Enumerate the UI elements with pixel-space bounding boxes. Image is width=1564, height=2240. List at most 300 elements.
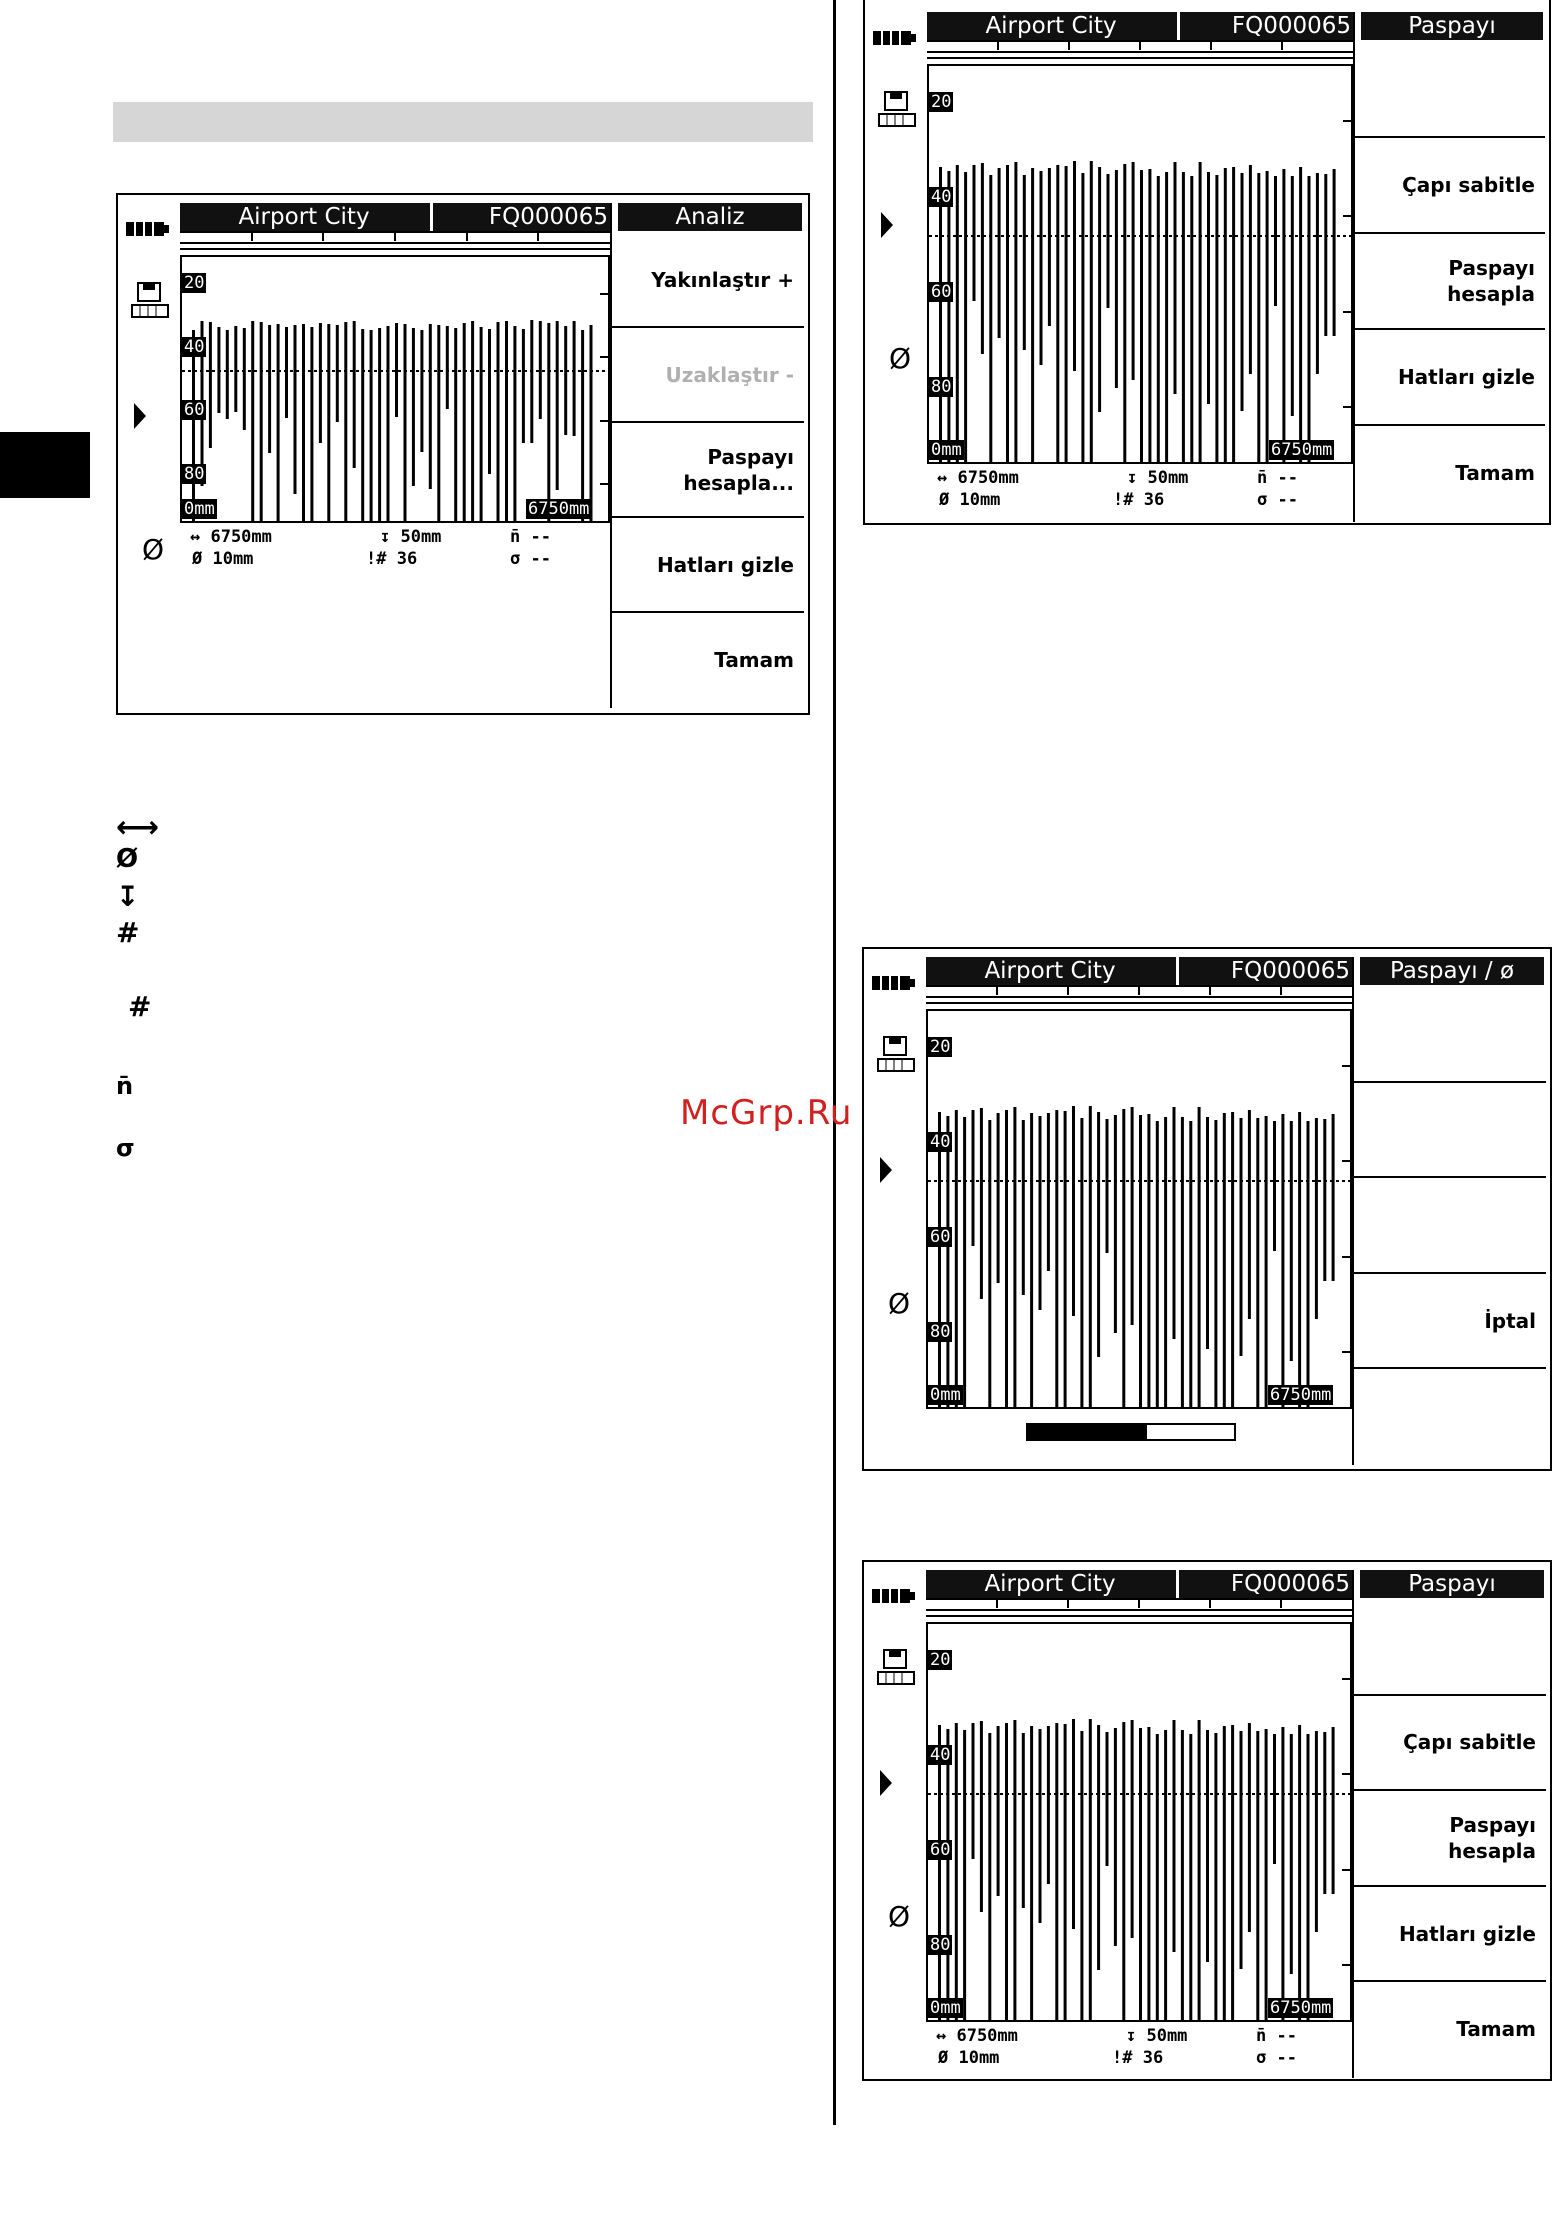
- softkey-menu: [1352, 957, 1546, 1465]
- bar-line: [1323, 1732, 1326, 1894]
- bar-line: [463, 323, 466, 521]
- bar-line: [1064, 1111, 1067, 1407]
- bar-line: [437, 325, 440, 521]
- bar-line: [947, 171, 950, 462]
- bar-line: [378, 328, 381, 521]
- stat-depth: ↧ 50mm: [1127, 468, 1189, 488]
- bar-line: [556, 321, 559, 490]
- bar-line: [1013, 1107, 1016, 1407]
- bar-line: [1089, 1106, 1092, 1407]
- bar-line: [1299, 167, 1302, 462]
- bar-line: [277, 324, 280, 521]
- diameter-icon: Ø: [889, 342, 912, 375]
- chapter-tab: [0, 432, 90, 498]
- softkey-1[interactable]: [1354, 987, 1546, 1083]
- bar-line: [1030, 1726, 1033, 2020]
- bar-line: [404, 324, 407, 521]
- bar-line: [973, 165, 976, 301]
- bar-line: [1256, 1118, 1259, 1407]
- bar-line: [981, 163, 984, 354]
- bar-line: [387, 326, 390, 521]
- y-tick-label: 60: [930, 1227, 951, 1247]
- bar-line: [1055, 1723, 1058, 2020]
- x-start-label: 0mm: [930, 1385, 961, 1405]
- bar-line: [581, 330, 584, 521]
- bar-line: [1098, 167, 1101, 412]
- diameter-icon: Ø: [888, 1900, 911, 1933]
- mean-icon: n̄: [116, 1072, 134, 1100]
- bar-line: [505, 321, 508, 521]
- bar-line: [938, 1725, 941, 2020]
- softkey-1[interactable]: [1355, 42, 1545, 138]
- bar-line: [302, 324, 305, 521]
- bar-line: [251, 321, 254, 521]
- bar-line: [1064, 1724, 1067, 2020]
- bar-line: [234, 326, 237, 412]
- stat-count: !# 36: [1112, 2048, 1164, 2068]
- diameter-icon: Ø: [116, 844, 139, 874]
- menu-title: Paspayı / ø: [1360, 957, 1544, 985]
- bar-line: [1307, 1734, 1310, 2020]
- bar-line: [1198, 1107, 1201, 1407]
- y-tick-label: 80: [931, 377, 952, 397]
- bar-line: [522, 329, 525, 443]
- bar-line: [344, 322, 347, 521]
- bar-line: [1332, 1114, 1335, 1281]
- bar-line: [1199, 162, 1202, 462]
- softkey-menu: [1353, 12, 1545, 522]
- bar-line: [1080, 1118, 1083, 1407]
- bar-line: [310, 327, 313, 521]
- bar-line: [1072, 1719, 1075, 1929]
- bar-line: [1122, 1722, 1125, 2020]
- bar-line: [547, 323, 550, 521]
- softkey-2[interactable]: [1354, 1083, 1546, 1179]
- bar-line: [361, 329, 364, 521]
- bar-line: [1164, 1730, 1167, 2020]
- bar-line: [1065, 166, 1068, 462]
- bar-line: [420, 330, 423, 452]
- bar-line: [955, 1110, 958, 1407]
- bar-line: [1047, 1113, 1050, 1271]
- bar-line: [217, 327, 220, 413]
- stat-length: ↔ 6750mm: [190, 527, 272, 547]
- bar-line: [327, 324, 330, 521]
- bar-line: [1223, 1113, 1226, 1407]
- diameter-icon: Ø: [142, 533, 165, 566]
- stat-diameter: Ø 10mm: [938, 2048, 1000, 2068]
- bar-line: [1265, 1116, 1268, 1407]
- bar-line: [1022, 1120, 1025, 1295]
- stat-length: ↔ 6750mm: [936, 2026, 1018, 2046]
- screen-cover-2: [862, 1560, 1552, 2081]
- y-tick-label: 20: [930, 1650, 951, 1670]
- bar-line: [1266, 171, 1269, 462]
- softkey-4[interactable]: Hatları gizle: [1355, 330, 1545, 426]
- bar-line: [955, 1723, 958, 2020]
- softkey-3[interactable]: Paspayı hesapla...: [612, 423, 804, 518]
- bar-line: [1232, 167, 1235, 462]
- bar-line: [1156, 1734, 1159, 2020]
- bar-line: [1256, 1731, 1259, 2020]
- bar-line: [1055, 1110, 1058, 1407]
- bar-line: [1115, 170, 1118, 388]
- y-tick-label: 80: [184, 464, 205, 484]
- screen-header: [926, 957, 1352, 985]
- scan-plot[interactable]: [180, 255, 610, 523]
- bar-line: [1106, 1732, 1109, 1866]
- softkey-5[interactable]: Tamam: [714, 647, 794, 672]
- project-title: Airport City: [985, 13, 1117, 39]
- bar-line: [480, 327, 483, 521]
- bar-line: [1039, 1116, 1042, 1310]
- bar-line: [1147, 1727, 1150, 2020]
- softkey-5[interactable]: [1354, 1369, 1546, 1463]
- bar-line: [209, 322, 212, 448]
- stat-count: !# 36: [1113, 490, 1165, 510]
- bar-line: [1030, 1113, 1033, 1407]
- screen-cover: [863, 0, 1551, 525]
- bar-line: [1182, 172, 1185, 462]
- bar-line: [497, 322, 500, 521]
- bar-line: [1248, 1110, 1251, 1319]
- play-icon[interactable]: [880, 1770, 894, 1800]
- bar-line: [1315, 1731, 1318, 1932]
- bar-line: [260, 322, 263, 521]
- bar-line: [353, 321, 356, 468]
- bar-line: [294, 325, 297, 494]
- bar-line: [1031, 168, 1034, 462]
- bar-line: [1281, 1114, 1284, 1407]
- bar-line: [1039, 1729, 1042, 1923]
- bar-line: [1147, 1114, 1150, 1407]
- y-tick-label: 20: [930, 1037, 951, 1057]
- bar-line: [243, 328, 246, 430]
- bar-line: [1048, 168, 1051, 326]
- bar-line: [1132, 162, 1135, 380]
- project-title: Airport City: [984, 1571, 1116, 1597]
- count-icon: #: [116, 916, 140, 949]
- bar-line: [564, 326, 567, 435]
- play-icon[interactable]: [880, 1157, 894, 1187]
- bar-line: [1273, 1121, 1276, 1251]
- x-start-label: 0mm: [930, 1998, 961, 2018]
- bar-line: [454, 328, 457, 521]
- bar-line: [1231, 1112, 1234, 1407]
- screen-analysis: [116, 193, 810, 715]
- bar-line: [1097, 1725, 1100, 1970]
- bar-line: [1281, 1727, 1284, 2020]
- bar-line: [573, 321, 576, 436]
- bar-line: [1240, 1118, 1243, 1356]
- bar-line: [939, 167, 942, 462]
- bar-line: [988, 1120, 991, 1407]
- bar-line: [1114, 1115, 1117, 1333]
- save-icon: [877, 90, 917, 134]
- bar-line: [1139, 1728, 1142, 2020]
- menu-title: Paspayı: [1361, 12, 1543, 40]
- bar-line: [370, 330, 373, 521]
- bar-line: [1308, 176, 1311, 462]
- bar-line: [946, 1116, 949, 1407]
- x-start-label: 0mm: [184, 499, 215, 519]
- bar-line: [1164, 1117, 1167, 1407]
- bar-line: [946, 1729, 949, 2020]
- stat-depth: ↧ 50mm: [380, 527, 442, 547]
- softkey-1[interactable]: [1354, 1600, 1546, 1696]
- bar-line: [1189, 1734, 1192, 2020]
- bar-line: [1315, 1118, 1318, 1319]
- bar-line: [1249, 165, 1252, 374]
- bar-line: [1290, 1121, 1293, 1361]
- bar-line: [1174, 162, 1177, 394]
- softkey-3[interactable]: Paspayı hesapla: [1355, 234, 1545, 330]
- bar-line: [1156, 1121, 1159, 1407]
- y-tick-label: 60: [931, 282, 952, 302]
- bar-line: [1014, 162, 1017, 462]
- progress-bar: [1026, 1423, 1236, 1441]
- column-divider: [833, 0, 836, 2125]
- diameter-icon: Ø: [888, 1287, 911, 1320]
- bar-line: [1056, 165, 1059, 462]
- softkey-2[interactable]: Çapı sabitle: [1355, 138, 1545, 234]
- bar-line: [1131, 1720, 1134, 1938]
- bar-line: [1081, 173, 1084, 462]
- project-title: Airport City: [238, 204, 370, 230]
- softkey-2[interactable]: Çapı sabitle: [1354, 1696, 1546, 1792]
- bar-line: [1139, 1115, 1142, 1407]
- scan-plot[interactable]: [926, 1009, 1352, 1409]
- section-header-bar: [113, 102, 813, 142]
- y-tick-label: 40: [930, 1745, 951, 1765]
- scan-plot[interactable]: [927, 64, 1353, 464]
- bar-line: [336, 325, 339, 422]
- bar-line: [997, 1113, 1000, 1283]
- y-tick-label: 60: [184, 400, 205, 420]
- bar-line: [192, 330, 195, 521]
- bar-line: [938, 1112, 941, 1407]
- bar-line: [471, 321, 474, 521]
- bar-line: [1207, 172, 1210, 404]
- bar-line: [1140, 170, 1143, 462]
- scan-code: FQ000065: [1230, 1571, 1350, 1597]
- bar-line: [1006, 165, 1009, 462]
- bar-line: [1148, 169, 1151, 462]
- bar-line: [1157, 176, 1160, 462]
- play-icon[interactable]: [134, 403, 148, 433]
- bar-line: [1123, 164, 1126, 462]
- bar-line: [1273, 1734, 1276, 1864]
- battery-icon: [872, 975, 916, 989]
- bar-line: [1274, 176, 1277, 306]
- bar-line: [285, 327, 288, 418]
- y-tick-label: 20: [931, 92, 952, 112]
- bar-line: [1040, 171, 1043, 365]
- y-tick-label: 80: [930, 1935, 951, 1955]
- softkey-menu: [1352, 1570, 1546, 2078]
- bar-line: [319, 323, 322, 443]
- y-tick-label: 40: [931, 187, 952, 207]
- bar-line: [395, 323, 398, 417]
- project-title: Airport City: [984, 958, 1116, 984]
- bar-line: [988, 1733, 991, 2020]
- bar-line: [980, 1108, 983, 1299]
- bar-line: [997, 1726, 1000, 1896]
- bar-line: [989, 175, 992, 462]
- screen-header: [927, 12, 1353, 40]
- bar-line: [1173, 1107, 1176, 1339]
- stat-mean: n̄ --: [1256, 2026, 1297, 2046]
- battery-icon: [873, 30, 917, 44]
- stat-mean: n̄ --: [1257, 468, 1298, 488]
- bar-line: [1005, 1723, 1008, 2020]
- bar-line: [1223, 1726, 1226, 2020]
- save-icon: [876, 1648, 916, 1692]
- stat-diameter: Ø 10mm: [192, 549, 254, 569]
- bar-line: [590, 325, 593, 521]
- y-tick-label: 40: [930, 1132, 951, 1152]
- bar-line: [1073, 161, 1076, 371]
- bar-line: [1181, 1730, 1184, 2020]
- play-icon[interactable]: [881, 212, 895, 242]
- bar-line: [1298, 1112, 1301, 1407]
- softkey-5[interactable]: Tamam: [1455, 461, 1535, 485]
- bar-line: [980, 1721, 983, 1912]
- bar-line: [1106, 1119, 1109, 1253]
- y-tick-label: 20: [184, 273, 205, 293]
- bar-line: [1333, 169, 1336, 336]
- bar-line: [963, 1117, 966, 1407]
- softkey-4[interactable]: Hatları gizle: [1354, 1887, 1546, 1983]
- stat-count: !# 36: [366, 549, 418, 569]
- bar-line: [1248, 1723, 1251, 1932]
- softkey-4[interactable]: İptal: [1354, 1274, 1546, 1370]
- bar-line: [998, 168, 1001, 338]
- bar-line: [1165, 172, 1168, 462]
- screen-cover-diameter: [862, 947, 1552, 1471]
- bar-line: [1080, 1731, 1083, 2020]
- stat-diameter: Ø 10mm: [939, 490, 1001, 510]
- y-tick-label: 40: [184, 337, 205, 357]
- x-end-label: 6750mm: [1271, 440, 1333, 460]
- bar-line: [1189, 1121, 1192, 1407]
- bar-line: [1023, 175, 1026, 350]
- bar-line: [1307, 1121, 1310, 1407]
- scan-plot[interactable]: [926, 1622, 1352, 2022]
- bar-line: [1022, 1733, 1025, 1908]
- stat-sigma: σ --: [510, 549, 551, 569]
- bar-line: [1206, 1117, 1209, 1349]
- bar-line: [1089, 1719, 1092, 2020]
- bar-line: [530, 320, 533, 443]
- bar-line: [1282, 169, 1285, 462]
- bar-line: [1291, 176, 1294, 416]
- bar-line: [1316, 173, 1319, 374]
- bar-line: [1107, 174, 1110, 308]
- bar-line: [972, 1723, 975, 1859]
- bar-line: [1198, 1720, 1201, 2020]
- softkey-3[interactable]: Paspayı hesapla: [1354, 1791, 1546, 1887]
- save-icon: [876, 1035, 916, 1079]
- battery-icon: [872, 1588, 916, 1602]
- bar-line: [539, 321, 542, 419]
- bar-line: [1181, 1117, 1184, 1407]
- softkey-1[interactable]: Yakınlaştır +: [612, 233, 804, 328]
- x-end-label: 6750mm: [1270, 1998, 1332, 2018]
- bar-line: [1332, 1727, 1335, 1894]
- y-tick-label: 60: [930, 1840, 951, 1860]
- bar-line: [1265, 1729, 1268, 2020]
- bar-line: [1090, 161, 1093, 462]
- count-icon-2: #: [128, 990, 152, 1023]
- x-end-label: 6750mm: [1270, 1385, 1332, 1405]
- bar-line: [1206, 1730, 1209, 1962]
- stat-length: ↔ 6750mm: [937, 468, 1019, 488]
- length-icon: ⟷: [116, 810, 160, 845]
- bar-line: [1241, 173, 1244, 411]
- softkey-menu: [610, 203, 804, 708]
- bar-line: [1047, 1726, 1050, 1884]
- bar-line: [1072, 1106, 1075, 1316]
- bar-line: [1122, 1109, 1125, 1407]
- bar-line: [1215, 175, 1218, 462]
- battery-icon: [126, 221, 170, 235]
- bar-line: [1298, 1725, 1301, 2020]
- bar-line: [964, 172, 967, 462]
- scan-code: FQ000065: [1231, 13, 1351, 39]
- bar-line: [1131, 1107, 1134, 1325]
- stat-depth: ↧ 50mm: [1126, 2026, 1188, 2046]
- bar-line: [1214, 1733, 1217, 2020]
- bar-line: [1173, 1720, 1176, 1952]
- bar-line: [1323, 1119, 1326, 1281]
- bar-line: [429, 324, 432, 489]
- bar-line: [1240, 1731, 1243, 1969]
- softkey-3[interactable]: [1354, 1178, 1546, 1274]
- depth-icon: ↧: [116, 880, 140, 913]
- x-start-label: 0mm: [931, 440, 962, 460]
- bar-line: [1190, 176, 1193, 462]
- bar-line: [956, 165, 959, 462]
- softkey-2[interactable]: Uzaklaştır -: [612, 328, 804, 423]
- bar-line: [1097, 1112, 1100, 1357]
- save-icon: [130, 281, 170, 325]
- bar-line: [268, 325, 271, 453]
- bar-line: [1214, 1120, 1217, 1407]
- bar-line: [963, 1730, 966, 2020]
- bar-line: [1114, 1728, 1117, 1946]
- bar-line: [972, 1110, 975, 1246]
- screen-header: [180, 203, 610, 231]
- bar-line: [226, 330, 229, 419]
- bar-line: [488, 329, 491, 474]
- softkey-5[interactable]: Tamam: [1456, 2017, 1536, 2042]
- watermark: McGrp.Ru: [680, 1093, 853, 1133]
- bar-line: [412, 328, 415, 486]
- menu-title: Paspayı: [1360, 1570, 1544, 1598]
- bar-line: [1224, 168, 1227, 462]
- bar-line: [1231, 1725, 1234, 2020]
- x-end-label: 6750mm: [528, 499, 590, 519]
- scan-code: FQ000065: [488, 204, 608, 230]
- y-tick-label: 80: [930, 1322, 951, 1342]
- softkey-4[interactable]: Hatları gizle: [612, 518, 804, 613]
- stat-sigma: σ --: [1256, 2048, 1297, 2068]
- bar-line: [446, 326, 449, 409]
- screen-header: [926, 1570, 1352, 1598]
- bar-line: [1005, 1110, 1008, 1407]
- bar-line: [1257, 173, 1260, 462]
